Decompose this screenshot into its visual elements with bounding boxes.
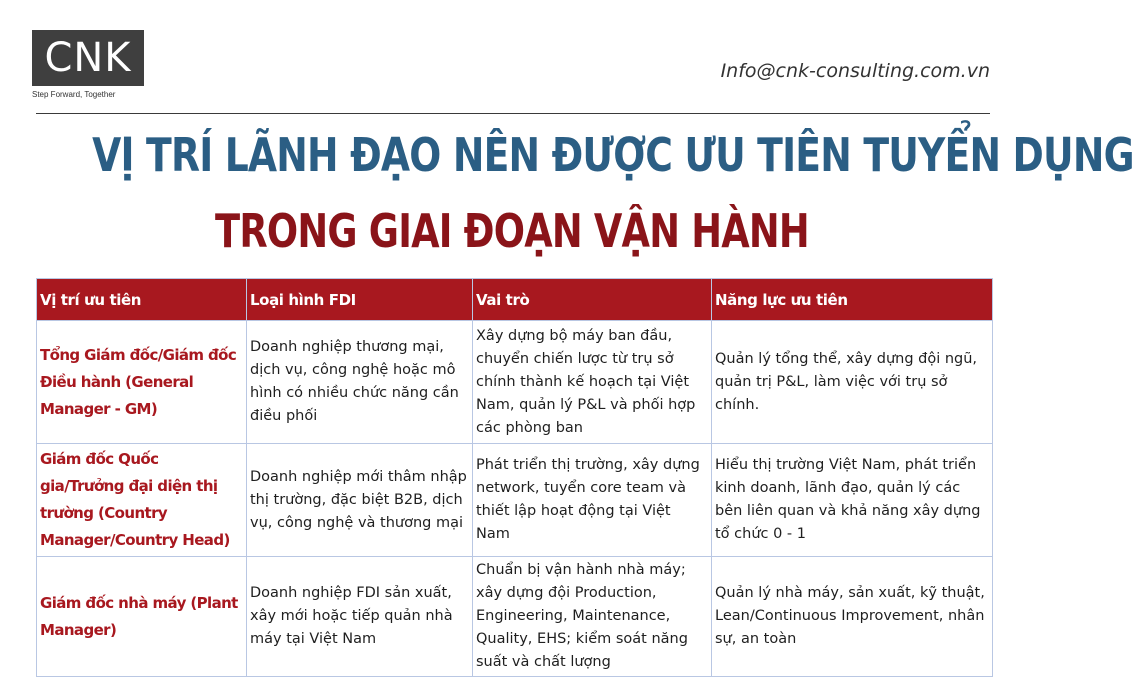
cell-role: Phát triển thị trường, xây dựng network, tuyển core team và thiết lập hoạt động tại Việt Nam (473, 444, 712, 557)
contact-email: Info@cnk-consulting.com.vn (720, 60, 990, 82)
cell-competency: Quản lý tổng thể, xây dựng đội ngũ, quản trị P&L, làm việc với trụ sở chính. (712, 321, 993, 444)
cell-position: Giám đốc Quốc gia/Trưởng đại diện thị trường (Country Manager/Country Head) (37, 444, 247, 557)
table-row (37, 444, 993, 557)
cell-position: Giám đốc nhà máy (Plant Manager) (37, 557, 247, 677)
logo-tagline: Step Forward, Together (32, 90, 116, 99)
column-header-competency: Năng lực ưu tiên (712, 279, 993, 321)
cell-fdi-type: Doanh nghiệp mới thâm nhập thị trường, đặc biệt B2B, dịch vụ, công nghệ và thương mại (247, 444, 473, 557)
cell-role: Chuẩn bị vận hành nhà máy; xây dựng đội Production, Engineering, Maintenance, Quality, EHS; kiểm soát năng suất và chất lượng (473, 557, 712, 677)
cell-role: Xây dựng bộ máy ban đầu, chuyển chiến lược từ trụ sở chính thành kế hoạch tại Việt Nam, quản lý P&L và phối hợp các phòng ban (473, 321, 712, 444)
page-title-line-2: TRONG GIAI ĐOẠN VẬN HÀNH (215, 204, 809, 258)
column-header-position: Vị trí ưu tiên (37, 279, 247, 321)
cell-competency: Hiểu thị trường Việt Nam, phát triển kinh doanh, lãnh đạo, quản lý các bên liên quan và khả năng xây dựng tổ chức 0 - 1 (712, 444, 993, 557)
table-row (37, 321, 993, 444)
priority-positions-table (36, 278, 993, 677)
column-header-role: Vai trò (473, 279, 712, 321)
cell-position: Tổng Giám đốc/Giám đốc Điều hành (General Manager - GM) (37, 321, 247, 444)
page-title-line-1: VỊ TRÍ LÃNH ĐẠO NÊN ĐƯỢC ƯU TIÊN TUYỂN DỤNG (92, 128, 1134, 182)
table-row (37, 557, 993, 677)
cell-competency: Quản lý nhà máy, sản xuất, kỹ thuật, Lean/Continuous Improvement, nhân sự, an toàn (712, 557, 993, 677)
header-divider (36, 113, 990, 114)
cell-fdi-type: Doanh nghiệp FDI sản xuất, xây mới hoặc tiếp quản nhà máy tại Việt Nam (247, 557, 473, 677)
company-logo (32, 30, 146, 100)
table-header-row (37, 279, 993, 321)
column-header-fdi-type: Loại hình FDI (247, 279, 473, 321)
cell-fdi-type: Doanh nghiệp thương mại, dịch vụ, công nghệ hoặc mô hình có nhiều chức năng cần điều phối (247, 321, 473, 444)
logo-mark: CNK (32, 30, 144, 86)
